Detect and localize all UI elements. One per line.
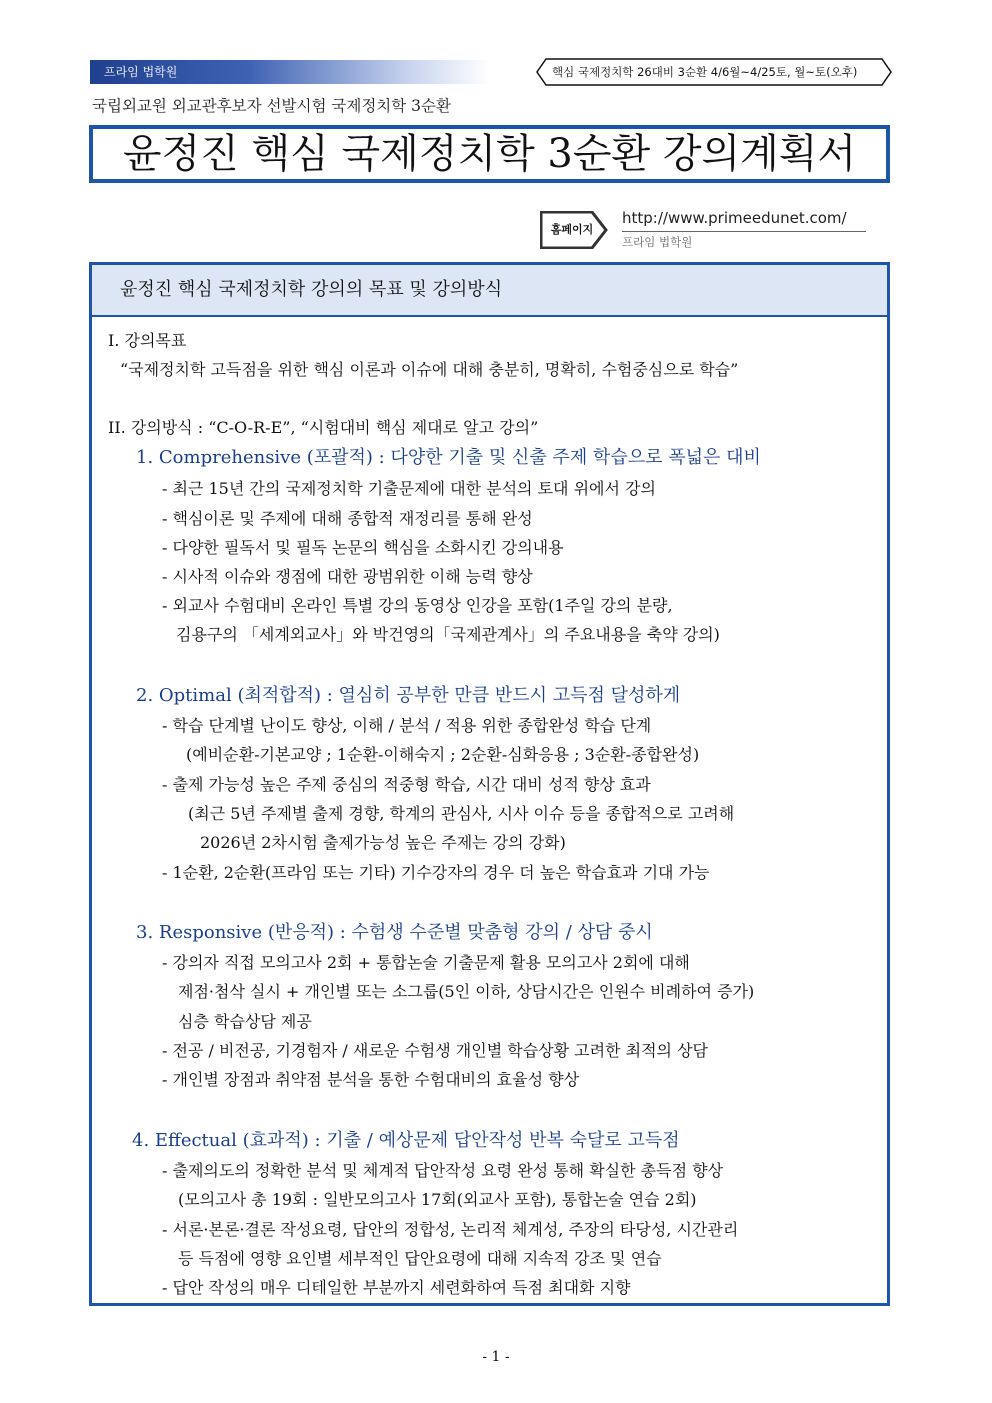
list-item: - 전공 / 비전공, 기경험자 / 새로운 수험생 개인별 학습상황 고려한 최적의 상담 xyxy=(162,1041,708,1060)
box-header xyxy=(92,265,887,317)
list-item: - 시사적 이슈와 쟁점에 대한 광범위한 이해 능력 향상 xyxy=(162,567,533,586)
list-item: - 개인별 장점과 취약점 분석을 통한 수험대비의 효율성 향상 xyxy=(162,1070,580,1089)
homepage-divider xyxy=(622,231,866,232)
list-item: (예비순환-기본교양 ; 1순환-이해숙지 ; 2순환-심화응용 ; 3순환-종합완성) xyxy=(186,745,700,764)
course-info-tag xyxy=(536,58,892,86)
list-item: - 서론·본론·결론 작성요령, 답안의 정합성, 논리적 체계성, 주장의 타당성, 시간관리 xyxy=(162,1220,739,1239)
page-number: - 1 - xyxy=(482,1349,510,1365)
homepage-badge-label: 홈페이지 xyxy=(550,223,594,236)
list-item: - 최근 15년 간의 국제정치학 기출문제에 대한 분석의 토대 위에서 강의 xyxy=(162,479,656,498)
list-item: (최근 5년 주제별 출제 경향, 학계의 관심사, 시사 이슈 등을 종합적으로 고려해 xyxy=(188,804,735,823)
list-item: - 답안 작성의 매우 디테일한 부분까지 세련화하여 득점 최대화 지향 xyxy=(162,1278,631,1297)
homepage-block[interactable] xyxy=(540,209,870,253)
comprehensive-heading: 1. Comprehensive (포괄적) : 다양한 기출 및 신출 주제 학습으로 폭넓은 대비 xyxy=(136,447,761,468)
homepage-url-link[interactable]: http://www.primeedunet.com/ xyxy=(622,209,847,227)
list-item: 김용구의 「세계외교사」와 박건영의「국제관계사」의 주요내용을 축약 강의) xyxy=(176,625,720,644)
list-item: - 외교사 수험대비 온라인 특별 강의 동영상 인강을 포함(1주일 강의 분량, xyxy=(162,596,673,615)
optimal-heading: 2. Optimal (최적합적) : 열심히 공부한 만큼 반드시 고득점 달성하게 xyxy=(136,685,681,706)
section-2-title: II. 강의방식 : “C-O-R-E”, “시험대비 핵심 제대로 알고 강의” xyxy=(108,418,539,437)
academy-banner xyxy=(90,60,490,84)
list-item: - 출제의도의 정확한 분석 및 체계적 답안작성 요령 완성 통해 확실한 총득점 향상 xyxy=(162,1161,724,1180)
effectual-heading: 4. Effectual (효과적) : 기출 / 예상문제 답안작성 반복 숙달로 고득점 xyxy=(132,1130,680,1151)
list-item: - 출제 가능성 높은 주제 중심의 적중형 학습, 시간 대비 성적 향상 효과 xyxy=(162,775,651,794)
page-title: 윤정진 핵심 국제정치학 3순환 강의계획서 xyxy=(89,125,890,183)
list-item: - 강의자 직접 모의고사 2회 + 통합논술 기출문제 활용 모의고사 2회에 대해 xyxy=(162,953,690,972)
responsive-heading: 3. Responsive (반응적) : 수험생 수준별 맞춤형 강의 / 상담 중시 xyxy=(136,922,653,943)
course-info-text: 핵심 국제정치학 26대비 3순환 4/6월~4/25토, 월~토(오후) xyxy=(552,65,858,79)
list-item: 심층 학습상담 제공 xyxy=(178,1012,312,1031)
exam-subtitle: 국립외교원 외교관후보자 선발시험 국제정치학 3순환 xyxy=(92,97,451,115)
list-item: 2026년 2차시험 출제가능성 높은 주제는 강의 강화) xyxy=(200,833,566,852)
academy-name: 프라임 법학원 xyxy=(104,65,178,79)
list-item: - 핵심이론 및 주제에 대해 종합적 재정리를 통해 완성 xyxy=(162,509,533,528)
list-item: (모의고사 총 19회 : 일반모의고사 17회(외교사 포함), 통합논술 연습 2회) xyxy=(178,1190,697,1209)
section-1-quote: “국제정치학 고득점을 위한 핵심 이론과 이슈에 대해 충분히, 명확히, 수험중심으로 학습” xyxy=(120,360,739,379)
list-item: - 1순환, 2순환(프라임 또는 기타) 기수강자의 경우 더 높은 학습효과 기대 가능 xyxy=(162,863,710,882)
homepage-name: 프라임 법학원 xyxy=(622,235,693,249)
list-item: 등 득점에 영향 요인별 세부적인 답안요령에 대해 지속적 강조 및 연습 xyxy=(178,1249,662,1268)
list-item: - 학습 단계별 난이도 향상, 이해 / 분석 / 적용 위한 종합완성 학습 단계 xyxy=(162,716,652,735)
list-item: - 다양한 필독서 및 필독 논문의 핵심을 소화시킨 강의내용 xyxy=(162,538,564,557)
homepage-badge xyxy=(540,211,608,249)
course-plan-box xyxy=(89,262,890,1306)
box-header-title: 윤정진 핵심 국제정치학 강의의 목표 및 강의방식 xyxy=(120,279,503,300)
list-item: 제점·첨삭 실시 + 개인별 또는 소그룹(5인 이하, 상담시간은 인원수 비례하여 증가) xyxy=(178,982,755,1001)
section-1-title: I. 강의목표 xyxy=(108,331,187,350)
